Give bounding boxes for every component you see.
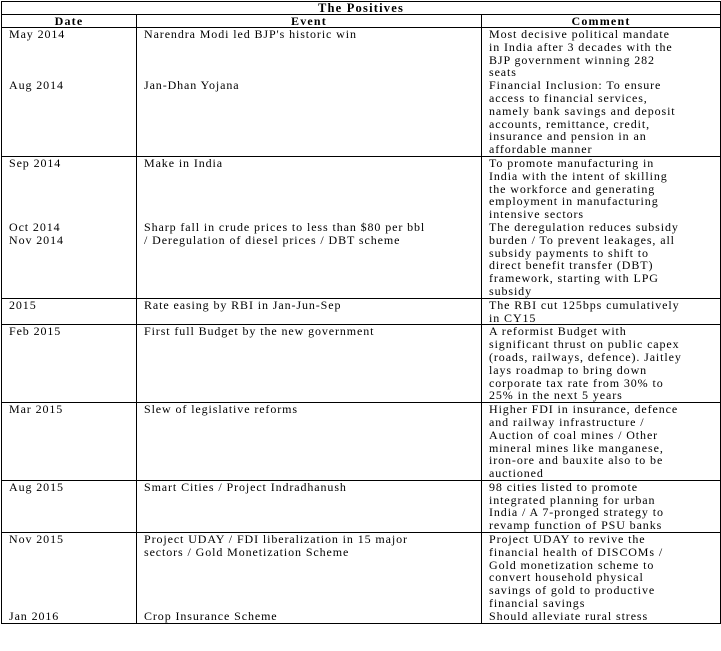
comment-line: A reformist Budget with [489, 324, 627, 339]
comment-line: Most decisive political mandate [489, 27, 670, 41]
event-text: First full Budget by the new government [144, 324, 375, 339]
comment-line: Financial Inclusion: To ensure [489, 78, 662, 93]
comment-cell [482, 533, 721, 624]
comment-line: in CY15 [489, 310, 537, 325]
table-row [2, 533, 721, 624]
comment-line: The deregulation reduces subsidy [489, 219, 679, 234]
header-event: Event [137, 15, 482, 28]
date-text: Nov 2015 [9, 532, 64, 547]
table-row [2, 28, 721, 157]
date-cell [2, 325, 137, 403]
event-cell [137, 325, 482, 403]
event-cell [137, 28, 482, 157]
comment-line: iron-ore and bauxite also to be [489, 453, 664, 468]
event-text: Slew of legislative reforms [144, 402, 298, 417]
comment-line: integrated planning for urban [489, 492, 656, 507]
event-cell [137, 480, 482, 532]
date-text: 2015 [9, 297, 37, 312]
comment-line: significant thrust on public capex [489, 337, 680, 352]
comment-line: seats [489, 65, 517, 80]
event-text: / Deregulation of diesel prices / DBT scheme [144, 232, 401, 247]
comment-line: the workforce and generating [489, 181, 656, 196]
comment-cell [482, 480, 721, 532]
comment-line: India / A 7-pronged strategy to [489, 505, 664, 520]
comment-line: Project UDAY to revive the [489, 532, 646, 547]
comment-line: affordable manner [489, 142, 593, 157]
event-text: sectors / Gold Monetization Scheme [144, 544, 350, 559]
comment-line: 25% in the next 5 years [489, 388, 623, 403]
comment-line: and railway infrastructure / [489, 414, 645, 429]
comment-line: revamp function of PSU banks [489, 518, 663, 533]
comment-line: India with the intent of skilling [489, 168, 668, 183]
event-text: Narendra Modi led BJP's historic win [144, 27, 357, 41]
event-cell [137, 156, 482, 298]
comment-cell [482, 28, 721, 157]
comment-line: savings of gold to productive [489, 583, 656, 598]
date-cell [2, 533, 137, 624]
comment-line: convert household physical [489, 570, 644, 585]
comment-cell [482, 298, 721, 325]
comment-line: mineral mines like manganese, [489, 440, 664, 455]
event-cell [137, 533, 482, 624]
comment-line: BJP government winning 282 [489, 52, 655, 67]
date-text: Nov 2014 [9, 232, 64, 247]
comment-line: Auction of coal mines / Other [489, 427, 659, 442]
comment-line: employment in manufacturing [489, 194, 659, 209]
date-cell [2, 298, 137, 325]
comment-line: auctioned [489, 466, 544, 481]
event-text: Crop Insurance Scheme [144, 608, 278, 623]
event-text: Rate easing by RBI in Jan-Jun-Sep [144, 297, 342, 312]
date-cell [2, 28, 137, 157]
comment-cell [482, 156, 721, 298]
table-title: The Positives [2, 2, 721, 15]
comment-line: namely bank savings and deposit [489, 103, 676, 118]
header-date: Date [2, 15, 137, 28]
table-row [2, 156, 721, 298]
event-text: Make in India [144, 155, 224, 170]
date-text: Oct 2014 [9, 219, 61, 234]
comment-line: burden / To prevent leakages, all [489, 232, 675, 247]
comment-line: Should alleviate rural stress [489, 608, 649, 623]
comment-line: To promote manufacturing in [489, 155, 655, 170]
date-text: May 2014 [9, 27, 66, 41]
date-text: Sep 2014 [9, 155, 62, 170]
comment-line: direct benefit transfer (DBT) [489, 258, 654, 273]
date-cell [2, 480, 137, 532]
header-row [2, 15, 721, 28]
comment-line: accounts, remittance, credit, [489, 116, 651, 131]
date-text: Mar 2015 [9, 402, 64, 417]
date-text: Jan 2016 [9, 608, 60, 623]
comment-cell [482, 325, 721, 403]
event-text: Jan-Dhan Yojana [144, 77, 240, 92]
comment-line: financial savings [489, 596, 586, 611]
date-text: Aug 2015 [9, 479, 64, 494]
event-text: Sharp fall in crude prices to less than $80 per bbl [144, 219, 426, 234]
comment-line: access to financial services, [489, 90, 648, 105]
table-row [2, 403, 721, 481]
comment-line: lays roadmap to bring down [489, 362, 648, 377]
comment-cell [482, 403, 721, 481]
date-cell [2, 403, 137, 481]
date-text: Feb 2015 [9, 324, 62, 339]
date-text: Aug 2014 [9, 77, 64, 92]
header-comment: Comment [482, 15, 721, 28]
comment-line: Higher FDI in insurance, defence [489, 402, 679, 417]
comment-line: The RBI cut 125bps cumulatively [489, 297, 680, 312]
comment-line: (roads, railways, defence). Jaitley [489, 349, 682, 364]
positives-table [1, 1, 721, 624]
event-cell [137, 403, 482, 481]
comment-line: in India after 3 decades with the [489, 39, 673, 54]
comment-line: subsidy payments to shift to [489, 245, 649, 260]
comment-line: 98 cities listed to promote [489, 479, 638, 494]
comment-line: insurance and pension in an [489, 129, 647, 144]
event-cell [137, 298, 482, 325]
comment-line: financial health of DISCOMs / [489, 544, 664, 559]
table-row [2, 480, 721, 532]
comment-line: framework, starting with LPG [489, 271, 659, 286]
event-text: Smart Cities / Project Indradhanush [144, 479, 347, 494]
date-cell [2, 156, 137, 298]
comment-line: intensive sectors [489, 207, 584, 222]
table-row [2, 325, 721, 403]
table-row [2, 298, 721, 325]
comment-line: corporate tax rate from 30% to [489, 375, 664, 390]
comment-line: Gold monetization scheme to [489, 557, 655, 572]
table-title-row [2, 2, 721, 15]
comment-line: subsidy [489, 283, 532, 298]
event-text: Project UDAY / FDI liberalization in 15 major [144, 532, 408, 547]
